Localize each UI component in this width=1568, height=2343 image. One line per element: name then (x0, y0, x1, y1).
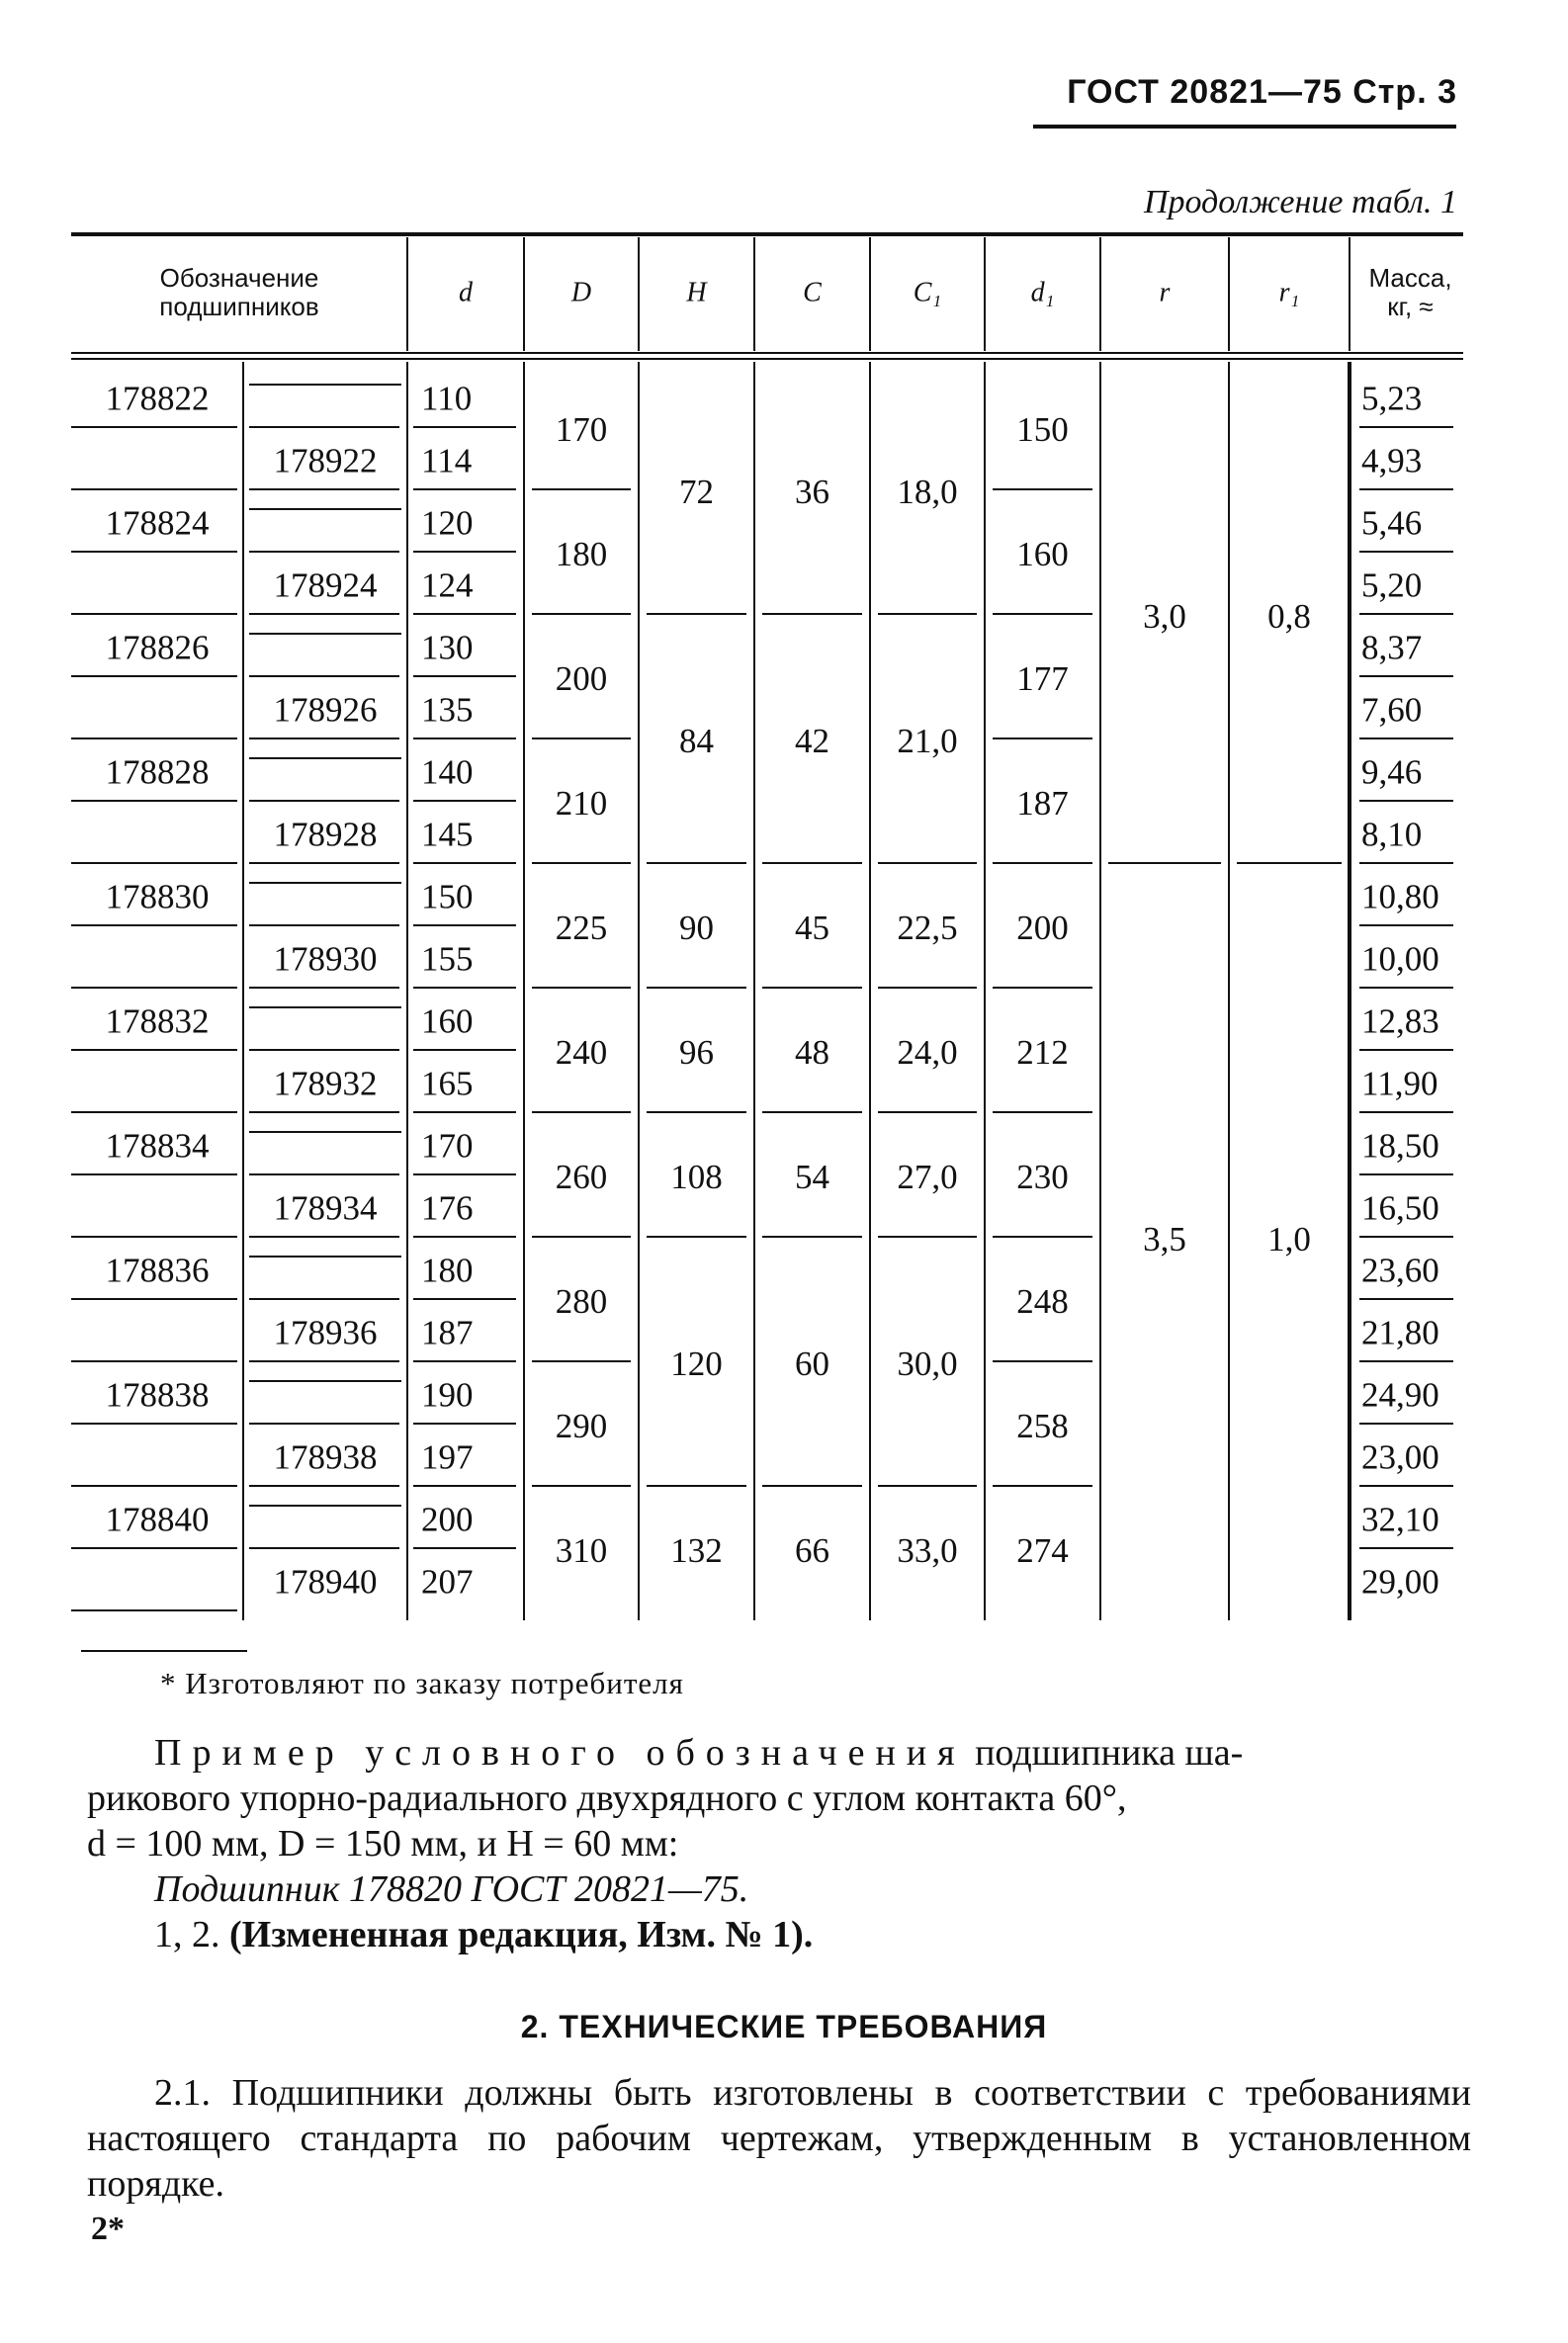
mass-cell: 5,20 (1361, 565, 1423, 605)
H-cell: 84 (679, 722, 714, 761)
d1-cell: 150 (1016, 410, 1069, 450)
d1-cell: 212 (1016, 1033, 1069, 1073)
C1-cell: 30,0 (897, 1345, 958, 1384)
header-mass: Масса, (1368, 262, 1452, 293)
mass-cell: 16,50 (1361, 1188, 1439, 1228)
d1-cell: 274 (1016, 1531, 1069, 1571)
designation-alt-cell: 178936 (273, 1313, 378, 1352)
C1-cell: 24,0 (897, 1033, 958, 1073)
d-cell: 120 (421, 503, 474, 543)
d1-cell: 248 (1016, 1282, 1069, 1322)
standard-number: ГОСТ 20821—75 (1067, 73, 1343, 111)
d-cell: 130 (421, 628, 474, 667)
r1-cell: 1,0 (1267, 1220, 1311, 1259)
designation-alt-cell: 178938 (273, 1437, 378, 1477)
mass-cell: 9,46 (1361, 752, 1423, 792)
C1-cell: 22,5 (897, 909, 958, 948)
page-number: Стр. 3 (1352, 73, 1457, 111)
designation-cell: 178836 (105, 1251, 210, 1290)
D-cell: 180 (555, 535, 608, 574)
designation-alt-cell: 178932 (273, 1064, 378, 1103)
table-continuation-caption: Продолжение табл. 1 (1143, 184, 1457, 220)
mass-cell: 32,10 (1361, 1500, 1439, 1539)
d-cell: 150 (421, 877, 474, 916)
d-cell: 160 (421, 1001, 474, 1041)
C1-cell: 33,0 (897, 1531, 958, 1571)
designation-cell: 178834 (105, 1126, 210, 1166)
mass-cell: 23,60 (1361, 1251, 1439, 1290)
header-r1: r₁ (1278, 277, 1300, 308)
C-cell: 54 (795, 1158, 829, 1197)
example-line-3: d = 100 мм, D = 150 мм, и H = 60 мм: (87, 1823, 679, 1865)
designation-cell: 178822 (105, 379, 210, 418)
example-line-1 (87, 1730, 1471, 1776)
amendment-note (87, 1912, 1471, 1957)
mass-cell: 12,83 (1361, 1001, 1439, 1041)
D-cell: 280 (555, 1282, 608, 1322)
C-cell: 42 (795, 722, 829, 761)
header-designation: подшипников (159, 291, 319, 321)
d-cell: 200 (421, 1500, 474, 1539)
designation-alt-cell: 178922 (273, 441, 378, 480)
d-cell: 187 (421, 1313, 474, 1352)
header-C1: C₁ (913, 277, 942, 308)
mass-cell: 5,46 (1361, 503, 1423, 543)
example-line-1-rest: подшипника ша- (965, 1732, 1244, 1774)
designation-cell: 178838 (105, 1375, 210, 1415)
mass-cell: 8,10 (1361, 815, 1423, 854)
H-cell: 90 (679, 909, 714, 948)
d-cell: 207 (421, 1562, 474, 1602)
mass-cell: 18,50 (1361, 1126, 1439, 1166)
example-line-2: рикового упорно-радиального двухрядного с углом контакта 60°, (87, 1778, 1127, 1819)
mass-cell: 4,93 (1361, 441, 1423, 480)
designation-cell: 178840 (105, 1500, 210, 1539)
d-cell: 170 (421, 1126, 474, 1166)
d1-cell: 160 (1016, 535, 1069, 574)
H-cell: 120 (670, 1345, 723, 1384)
d1-cell: 177 (1016, 659, 1069, 699)
header-H: H (686, 277, 707, 308)
clause-2-1 (87, 2070, 1471, 2207)
C1-cell: 27,0 (897, 1158, 958, 1197)
mass-cell: 21,80 (1361, 1313, 1439, 1352)
section-heading: 2. ТЕХНИЧЕСКИЕ ТРЕБОВАНИЯ (520, 2009, 1048, 2044)
designation-cell: 178830 (105, 877, 210, 916)
D-cell: 310 (555, 1531, 608, 1571)
d-cell: 124 (421, 565, 474, 605)
r-cell: 3,5 (1143, 1220, 1186, 1259)
D-cell: 290 (555, 1407, 608, 1446)
header-r: r (1159, 277, 1171, 308)
mass-cell: 8,37 (1361, 628, 1423, 667)
D-cell: 240 (555, 1033, 608, 1073)
C1-cell: 18,0 (897, 473, 958, 512)
C-cell: 66 (795, 1531, 829, 1571)
C-cell: 48 (795, 1033, 829, 1073)
D-cell: 200 (555, 659, 608, 699)
designation-cell: 178832 (105, 1001, 210, 1041)
amendment-text: (Измененная редакция, Изм. № 1). (229, 1914, 814, 1955)
d-cell: 114 (421, 441, 473, 480)
H-cell: 96 (679, 1033, 714, 1073)
d-cell: 190 (421, 1375, 474, 1415)
D-cell: 210 (555, 784, 608, 824)
d-cell: 165 (421, 1064, 474, 1103)
mass-cell: 11,90 (1361, 1064, 1438, 1103)
d-cell: 180 (421, 1251, 474, 1290)
mass-cell: 10,00 (1361, 939, 1439, 979)
C-cell: 36 (795, 473, 829, 512)
d-cell: 197 (421, 1437, 474, 1477)
C1-cell: 21,0 (897, 722, 958, 761)
header-C: C (803, 277, 822, 308)
d1-cell: 258 (1016, 1407, 1069, 1446)
page-signature-mark: 2* (91, 2211, 125, 2247)
mass-cell: 24,90 (1361, 1375, 1439, 1415)
d-cell: 155 (421, 939, 474, 979)
mass-cell: 23,00 (1361, 1437, 1439, 1477)
header-d1: d₁ (1030, 277, 1055, 308)
footnote-rule (81, 1650, 247, 1652)
header-D: D (570, 277, 592, 308)
designation-cell: 178826 (105, 628, 210, 667)
footnote: * Изготовляют по заказу потребителя (160, 1666, 684, 1700)
designation-cell: 178828 (105, 752, 210, 792)
mass-cell: 7,60 (1361, 690, 1423, 730)
r-cell: 3,0 (1143, 597, 1186, 637)
designation-alt-cell: 178940 (273, 1562, 378, 1602)
example-designation: Подшипник 178820 ГОСТ 20821—75. (154, 1868, 749, 1910)
designation-alt-cell: 178926 (273, 690, 378, 730)
mass-cell: 10,80 (1361, 877, 1439, 916)
d-cell: 110 (421, 379, 473, 418)
D-cell: 260 (555, 1158, 608, 1197)
C-cell: 45 (795, 909, 829, 948)
designation-alt-cell: 178934 (273, 1188, 378, 1228)
mass-cell: 29,00 (1361, 1562, 1439, 1602)
designation-cell: 178824 (105, 503, 210, 543)
r1-cell: 0,8 (1267, 597, 1311, 637)
amendment-clauses: 1, 2. (154, 1914, 220, 1955)
d-cell: 176 (421, 1188, 474, 1228)
H-cell: 108 (670, 1158, 723, 1197)
d1-cell: 200 (1016, 909, 1069, 948)
designation-alt-cell: 178928 (273, 815, 378, 854)
d-cell: 140 (421, 752, 474, 792)
D-cell: 170 (555, 410, 608, 450)
H-cell: 132 (670, 1531, 723, 1571)
D-cell: 225 (555, 909, 608, 948)
example-lead-text: Пример условного обозначения (154, 1732, 966, 1774)
d-cell: 135 (421, 690, 474, 730)
mass-cell: 5,23 (1361, 379, 1423, 418)
d1-cell: 187 (1016, 784, 1069, 824)
designation-example (87, 1730, 1471, 1957)
header-designation: Обозначение (159, 262, 319, 293)
d-cell: 145 (421, 815, 474, 854)
clause-2-1-text: 2.1. Подшипники должны быть изготовлены в соответствии с требованиями настоящего стандарта по рабочим чертежам, утвержденным в установленном порядке. (87, 2072, 1471, 2205)
designation-alt-cell: 178924 (273, 565, 378, 605)
designation-alt-cell: 178930 (273, 939, 378, 979)
H-cell: 72 (679, 473, 714, 512)
header-d: d (459, 277, 473, 308)
d1-cell: 230 (1016, 1158, 1069, 1197)
C-cell: 60 (795, 1345, 829, 1384)
header-mass: кг, ≈ (1387, 291, 1434, 321)
